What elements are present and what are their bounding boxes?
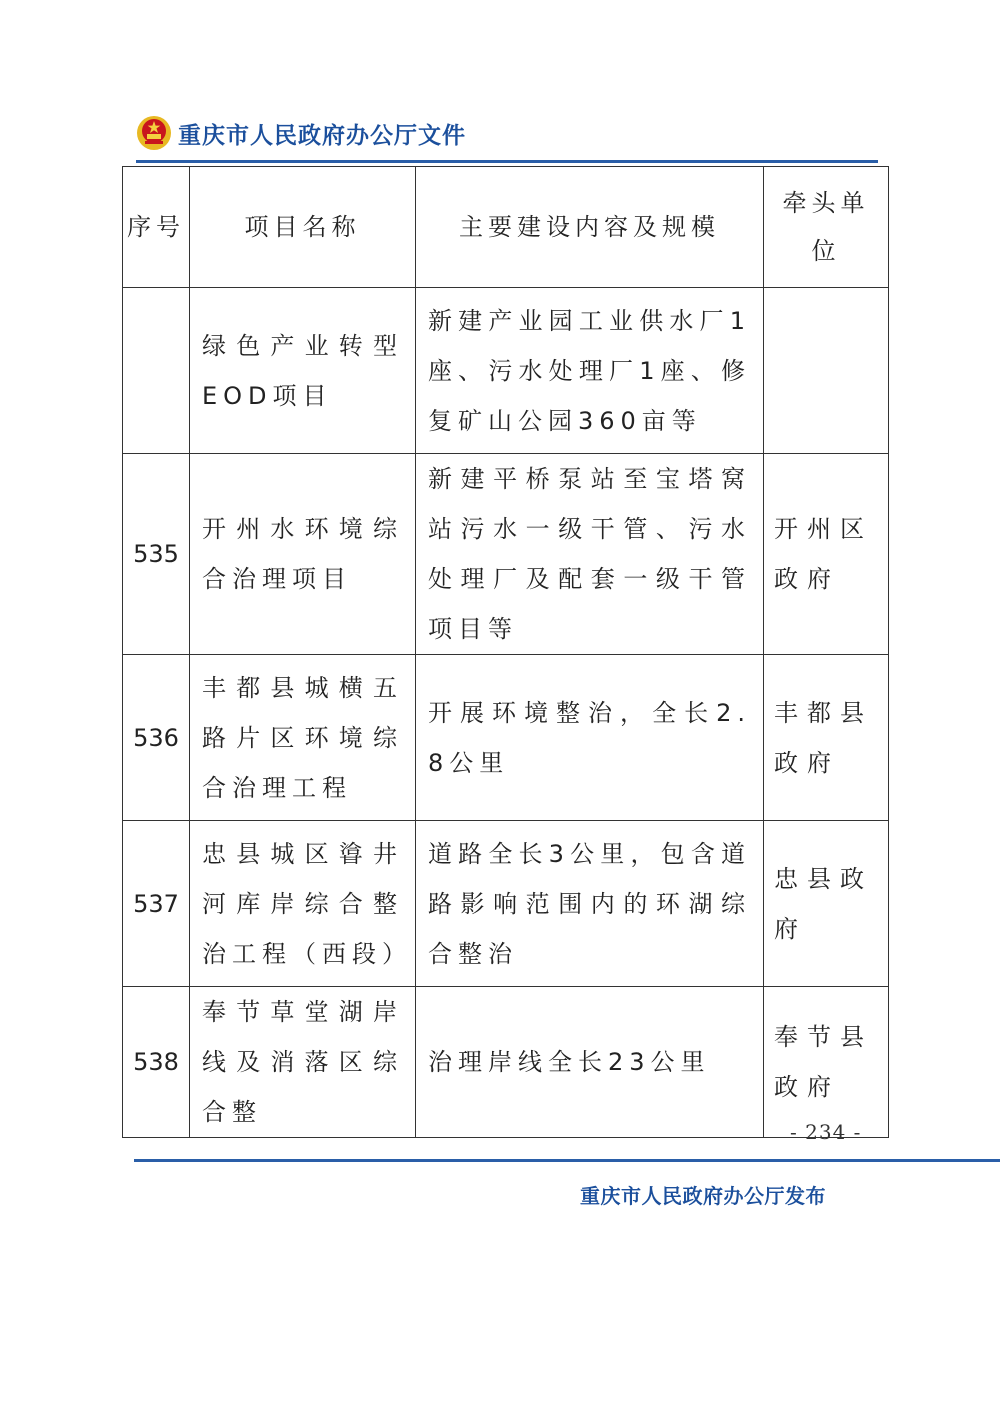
- table-row: [123, 821, 889, 987]
- footer-publisher: 重庆市人民政府办公厅发布: [580, 1184, 826, 1208]
- row-project-name: 丰都县城横五路片区环境综合治理工程: [190, 655, 416, 821]
- row-no: [123, 288, 190, 454]
- row-project-name: 绿色产业转型EOD项目: [190, 288, 416, 454]
- header-no: 序号: [123, 167, 190, 288]
- table-row: [123, 987, 889, 1138]
- row-unit: 开州区政府: [764, 454, 889, 655]
- row-content: 新建平桥泵站至宝塔窝站污水一级干管、污水处理厂及配套一级干管项目等: [416, 454, 764, 655]
- header-divider: [136, 160, 878, 163]
- project-table: [122, 166, 889, 1138]
- row-content: 新建产业园工业供水厂1座、污水处理厂1座、修复矿山公园360亩等: [416, 288, 764, 454]
- row-unit: 奉节县政府: [764, 987, 889, 1138]
- row-unit: [764, 288, 889, 454]
- header-name: 项目名称: [190, 167, 416, 288]
- row-no: 536: [123, 655, 190, 821]
- footer-divider: [134, 1159, 1000, 1162]
- row-content: 道路全长3公里，包含道路影响范围内的环湖综合整治: [416, 821, 764, 987]
- document-title: 重庆市人民政府办公厅文件: [178, 122, 466, 149]
- header-unit: 牵头单位: [764, 167, 889, 288]
- row-project-name: 开州水环境综合治理项目: [190, 454, 416, 655]
- row-no: 537: [123, 821, 190, 987]
- row-no: 535: [123, 454, 190, 655]
- header-content: 主要建设内容及规模: [416, 167, 764, 288]
- page-number: - 234 -: [790, 1120, 862, 1144]
- row-no: 538: [123, 987, 190, 1138]
- row-content: 治理岸线全长23公里: [416, 987, 764, 1138]
- row-content: 开展环境整治，全长2.8公里: [416, 655, 764, 821]
- table-row: [123, 454, 889, 655]
- row-unit: 丰都县政府: [764, 655, 889, 821]
- row-project-name: 忠县城区㽏井河库岸综合整治工程（西段）: [190, 821, 416, 987]
- table-header-row: [123, 167, 889, 288]
- document-header: [136, 110, 466, 156]
- row-project-name: 奉节草堂湖岸线及消落区综合整: [190, 987, 416, 1138]
- table-row: [123, 288, 889, 454]
- national-emblem-icon: [136, 115, 172, 151]
- table-row: [123, 655, 889, 821]
- row-unit: 忠县政府: [764, 821, 889, 987]
